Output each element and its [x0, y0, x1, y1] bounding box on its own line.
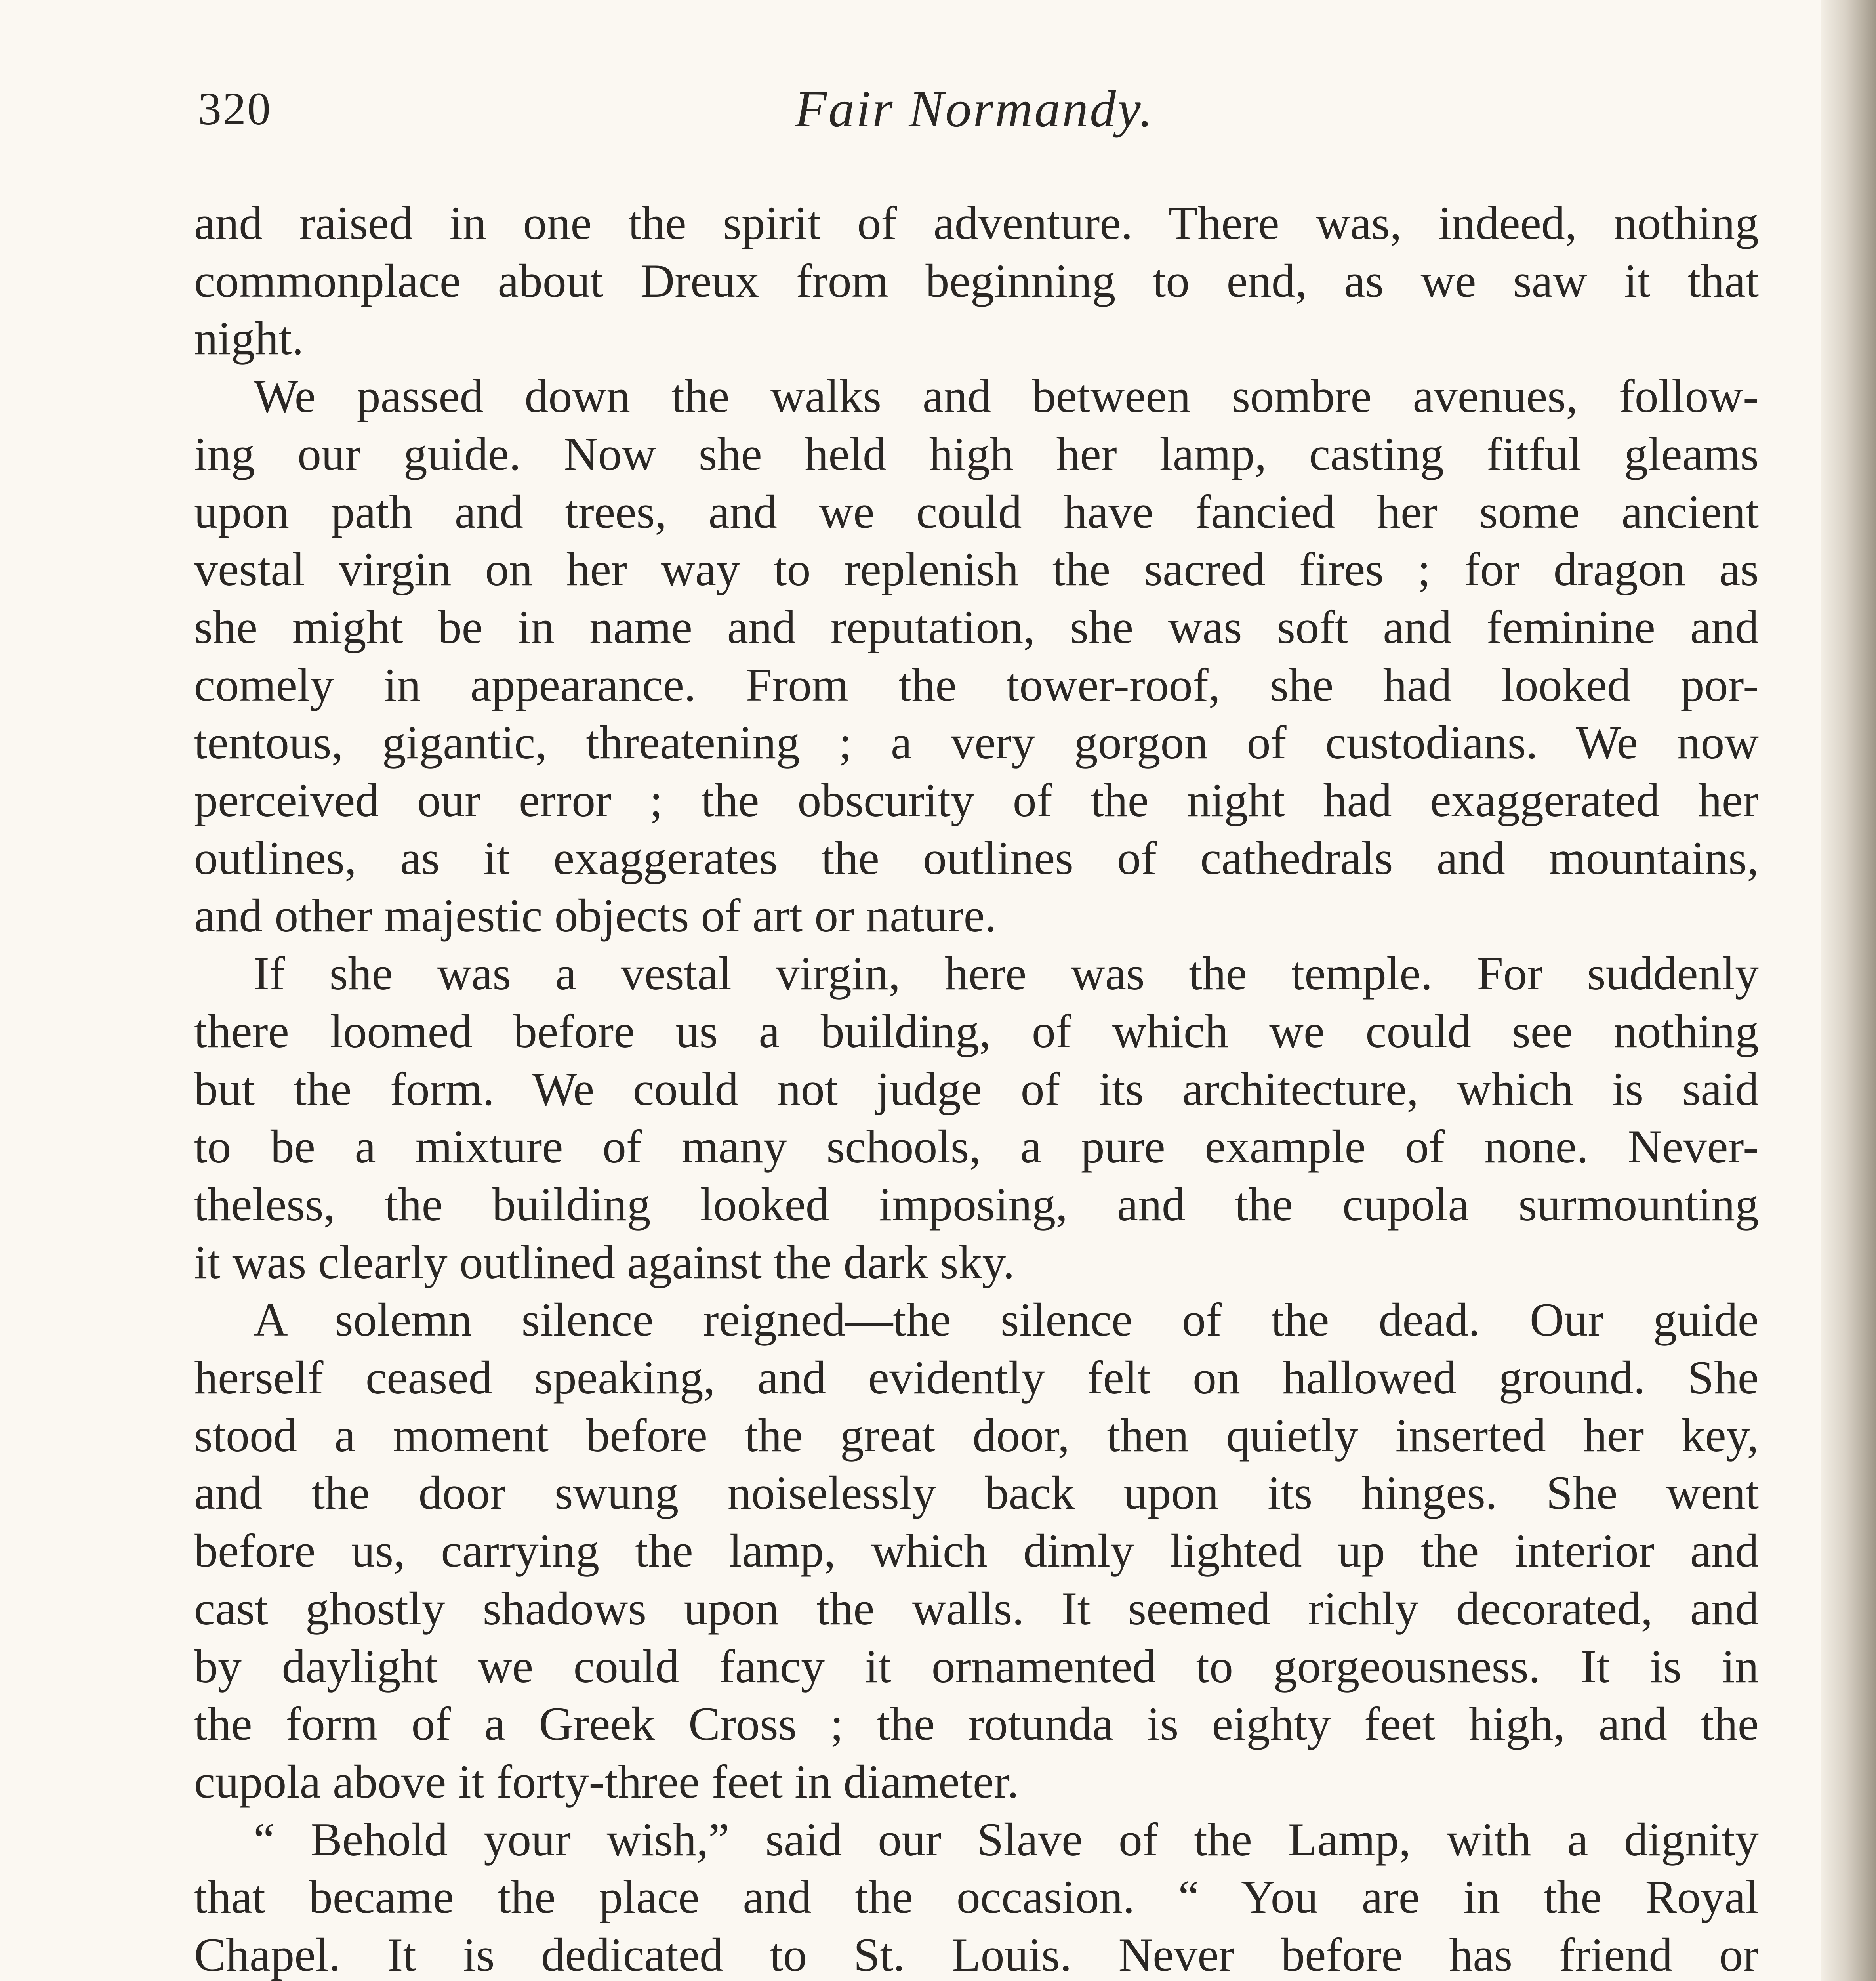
text-line: before us, carrying the lamp, which dimly lighted up the interior and [194, 1524, 1759, 1577]
page-header [198, 79, 1751, 151]
text-line: she might be in name and reputation, she was soft and feminine and [194, 600, 1759, 653]
text-line: “ Behold your wish,” said our Slave of the Lamp, with a dignity [254, 1813, 1759, 1866]
text-line: and the door swung noiselessly back upon its hinges. She went [194, 1466, 1759, 1519]
text-line: that became the place and the occasion. “ You are in the Royal [194, 1870, 1759, 1924]
body-text [194, 194, 1759, 1981]
text-line: cupola above it forty-three feet in diameter. [194, 1755, 1019, 1808]
text-line: comely in appearance. From the tower-roof, she had looked por- [194, 658, 1759, 711]
text-line: stood a moment before the great door, then quietly inserted her key, [194, 1408, 1759, 1462]
text-line: but the form. We could not judge of its architecture, which is said [194, 1062, 1759, 1115]
text-line: cast ghostly shadows upon the walls. It seemed richly decorated, and [194, 1582, 1759, 1635]
text-line: theless, the building looked imposing, and the cupola surmounting [194, 1178, 1759, 1231]
text-line: and raised in one the spirit of adventure. There was, indeed, nothing [194, 197, 1759, 249]
page-number: 320 [198, 83, 272, 135]
text-line: and other majestic objects of art or nature. [194, 889, 997, 942]
text-line: it was clearly outlined against the dark sky. [194, 1235, 1015, 1288]
text-line: A solemn silence reigned—the silence of the dead. Our guide [254, 1293, 1759, 1346]
text-line: upon path and trees, and we could have fancied her some ancient [194, 485, 1759, 538]
text-line: herself ceased speaking, and evidently felt on hallowed ground. She [194, 1351, 1759, 1404]
text-line: to be a mixture of many schools, a pure example of none. Never- [194, 1120, 1759, 1173]
text-line: ing our guide. Now she held high her lamp, casting fitful gleams [194, 427, 1759, 480]
text-line: night. [194, 312, 304, 365]
page-edge-shadow [1821, 0, 1876, 1981]
text-line: outlines, as it exaggerates the outlines of cathedrals and mountains, [194, 831, 1759, 884]
text-line: Chapel. It is dedicated to St. Louis. Never before has friend or [194, 1928, 1759, 1981]
text-line: If she was a vestal virgin, here was the temple. For suddenly [254, 947, 1759, 1000]
text-line: perceived our error ; the obscurity of the night had exaggerated her [194, 774, 1759, 827]
text-line: commonplace about Dreux from beginning to end, as we saw it that [194, 254, 1759, 307]
text-line: tentous, gigantic, threatening ; a very gorgon of custodians. We now [194, 716, 1759, 769]
running-title: Fair Normandy. [795, 80, 1154, 138]
text-line: vestal virgin on her way to replenish the sacred fires ; for dragon as [194, 543, 1759, 596]
text-line: by daylight we could fancy it ornamented to gorgeousness. It is in [194, 1639, 1759, 1693]
text-line: We passed down the walks and between sombre avenues, follow- [254, 370, 1759, 423]
text-line: there loomed before us a building, of which we could see nothing [194, 1004, 1759, 1057]
text-line: the form of a Greek Cross ; the rotunda is eighty feet high, and the [194, 1697, 1759, 1750]
